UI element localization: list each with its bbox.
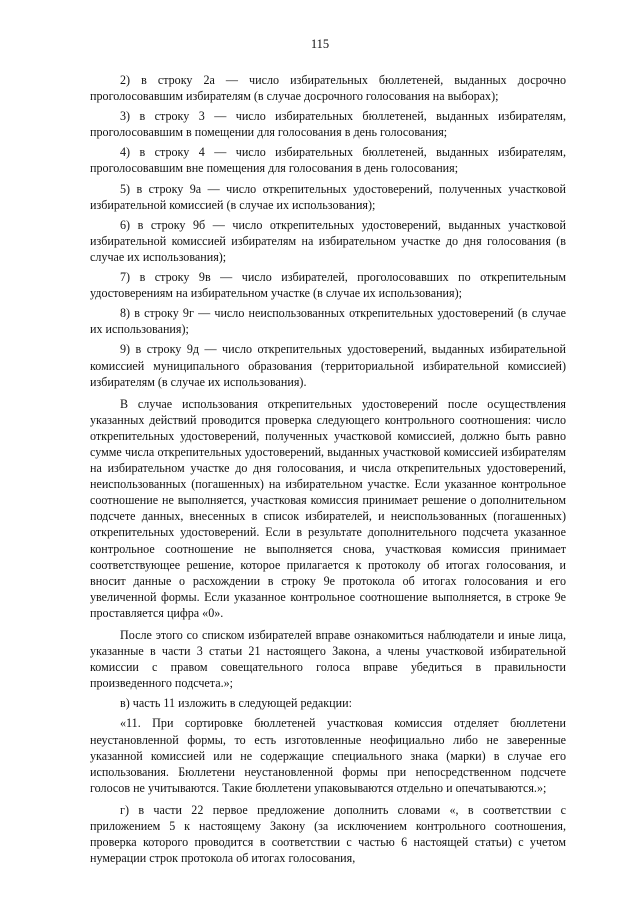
paragraph-control-ratio: В случае использования открепительных удостоверений после осуществления указанных действий проводится проверка следующего контрольного соотношения: число открепительных удостоверений, полученных участковой комиссией, должно быть равно сумме числа открепительных удостоверений, выданных участковой комиссией избирателям на избирательном участке до дня голосования, и числа открепительных удостоверений, неиспользованных (погашенных) на избирательном участке. Если указанное контрольное соотношение не выполняется, участковая комиссия принимает решение о дополнительном подсчете данных, внесенных в список избирателей, и неиспользованных (погашенных) открепительных удостоверений. Если в результате дополнительного подсчета указанное контрольное соотношение не выполняется снова, участковая комиссия принимает соответствующее решение, которое прилагается к протоколу об итогах голосования, и вносит данные о расхождении в строку 9е протокола об итогах голосования и его увеличенной формы. Если указанное контрольное соотношение выполняется, в строке 9е проставляется цифра «0». xyxy=(90,396,566,620)
paragraph-item-3: 3) в строку 3 — число избирательных бюллетеней, выданных избирателям, проголосовавшим в помещении для голосования в день голосования; xyxy=(90,109,566,140)
paragraph-item-6: 6) в строку 9б — число открепительных удостоверений, выданных участковой избирательной комиссией избирателям на избирательном участке до дня голосования (в случае их использования); xyxy=(90,217,566,264)
paragraph-item-5: 5) в строку 9а — число открепительных удостоверений, полученных участковой избирательной комиссией (в случае их использования); xyxy=(90,181,566,212)
paragraph-item-4: 4) в строку 4 — число избирательных бюллетеней, выданных избирателям, проголосовавшим вне помещения для голосования в день голосования; xyxy=(90,145,566,176)
paragraph-item-7: 7) в строку 9в — число избирателей, проголосовавших по открепительным удостоверениям на избирательном участке (в случае их использования); xyxy=(90,270,566,301)
paragraph-observers: После этого со списком избирателей вправе ознакомиться наблюдатели и иные лица, указанные в части 3 статьи 21 настоящего Закона, а члены участковой избирательной комиссии с правом совещательного голоса вправе убедиться в правильности произведенного подсчета.»; xyxy=(90,628,566,691)
paragraph-item-2: 2) в строку 2а — число избирательных бюллетеней, выданных досрочно проголосовавшим избирателям (в случае досрочного голосования на выборах); xyxy=(90,73,566,104)
paragraph-amendment-v: в) часть 11 изложить в следующей редакции: xyxy=(120,696,352,711)
paragraph-amendment-g: г) в части 22 первое предложение дополнить словами «, в соответствии с приложением 5 к настоящему Закону (за исключением контрольного соотношения, проверка которого проводится в соответствии с частью 6 настоящей статьи) с учетом нумерации строк протокола об итогах голосования, xyxy=(90,802,566,866)
document-body xyxy=(90,72,566,870)
paragraph-item-8: 8) в строку 9г — число неиспользованных открепительных удостоверений (в случае их использования); xyxy=(90,306,566,337)
paragraph-part-11: «11. При сортировке бюллетеней участковая комиссия отделяет бюллетени неустановленной формы, то есть изготовленные неофициально либо не заверенные указанной комиссией или не содержащие специального знака (марки) в случае его использования. Бюллетени неустановленной формы при непосредственном подсчете голосов не учитываются. Такие бюллетени упаковываются отдельно и опечатываются.»; xyxy=(90,716,566,795)
paragraph-item-9: 9) в строку 9д — число открепительных удостоверений, выданных избирательной комиссией муниципального образования (территориальной избирательной комиссией) избирателям (в случае их использования). xyxy=(90,342,566,389)
page-number: 115 xyxy=(310,37,330,51)
